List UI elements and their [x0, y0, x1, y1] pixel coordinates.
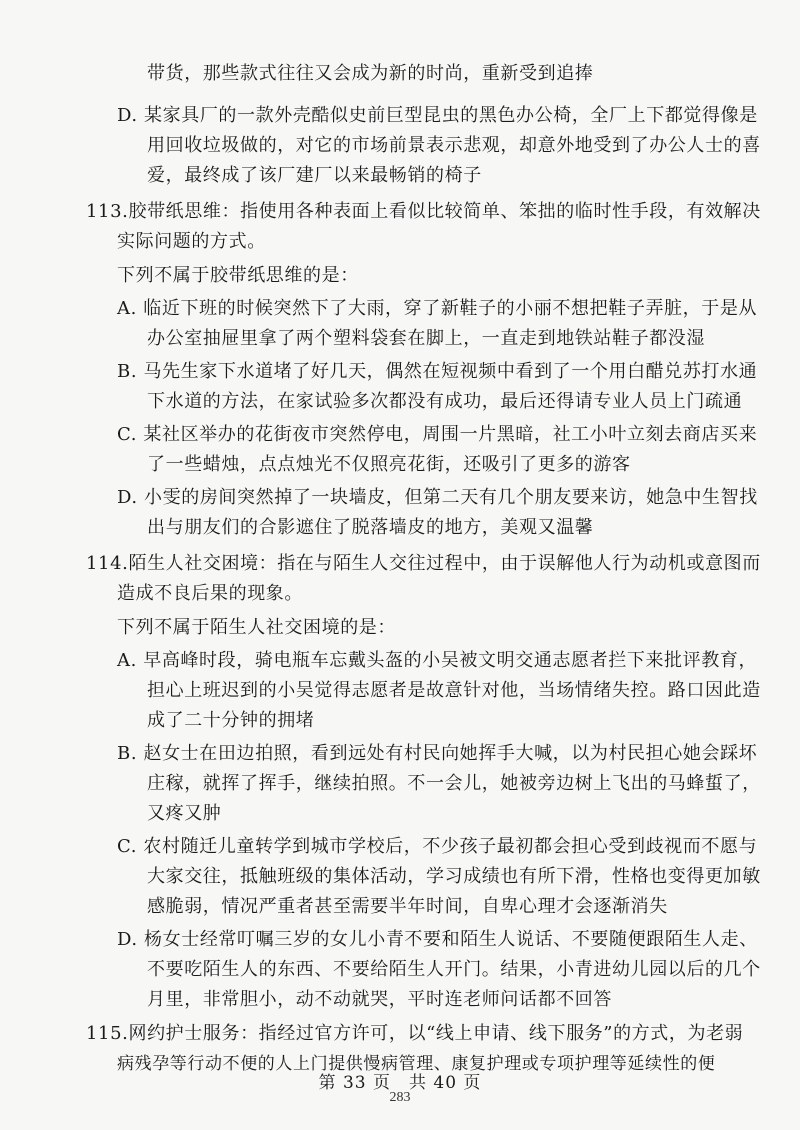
text-line: D. 某家具厂的一款外壳酷似史前巨型昆虫的黑色办公椅，全厂上下都觉得像是: [117, 105, 758, 126]
question-114-stem: 114.陌生人社交困境：指在与陌生人交往过程中，由于误解他人行为动机或意图而: [86, 553, 761, 574]
option-b: B. 赵女士在田边拍照，看到远处有村民向她挥手大喊，以为村民担心她会踩坏: [117, 743, 758, 764]
question-prompt: 下列不属于陌生人社交困境的是：: [117, 617, 396, 638]
option-c: C. 农村随迁儿童转学到城市学校后，不少孩子最初都会担心受到歧视而不愿与: [117, 836, 758, 857]
text-line: 不要吃陌生人的东西、不要给陌生人开门。结果，小青进幼儿园以后的几个: [147, 959, 761, 980]
question-115-stem: 115.网约护士服务：指经过官方许可，以“线上申请、线下服务”的方式，为老弱: [86, 1023, 744, 1044]
text-line: 带货，那些款式往往又会成为新的时尚，重新受到追捧: [147, 63, 594, 84]
text-line: 成了二十分钟的拥堵: [147, 710, 315, 731]
text-line: 感脆弱，情况严重者甚至需要半年时间，自卑心理才会逐渐消失: [147, 896, 668, 917]
question-prompt: 下列不属于胶带纸思维的是：: [117, 265, 359, 286]
option-c: C. 某社区举办的花街夜市突然停电，周围一片黑暗，社工小叶立刻去商店买来: [117, 424, 758, 445]
text-line: 月里，非常胆小，动不动就哭，平时连老师问话都不回答: [147, 989, 612, 1010]
text-line: 爱，最终成了该厂建厂以来最畅销的椅子: [147, 165, 482, 186]
page-counter: 第 33 页 共 40 页: [318, 1073, 482, 1093]
text-line: 了一些蜡烛，点点烛光不仅照亮花街，还吸引了更多的游客: [147, 454, 631, 475]
option-d: D. 小雯的房间突然掉了一块墙皮，但第二天有几个朋友要来访，她急中生智找: [117, 487, 758, 508]
text-line: 出与朋友们的合影遮住了脱落墙皮的地方，美观又温馨: [147, 517, 594, 538]
text-line: 实际问题的方式。: [117, 231, 266, 252]
option-a: A. 早高峰时段，骑电瓶车忘戴头盔的小吴被文明交通志愿者拦下来批评教育，: [117, 650, 758, 671]
text-line: 大家交往，抵触班级的集体活动，学习成绩也有所下滑，性格也变得更加敏: [147, 866, 761, 887]
option-d: D. 杨女士经常叮嘱三岁的女儿小青不要和陌生人说话、不要随便跟陌生人走、: [117, 929, 758, 950]
text-line: 用回收垃圾做的，对它的市场前景表示悲观，却意外地受到了办公人士的喜: [147, 135, 761, 156]
text-line: 办公室抽屉里拿了两个塑料袋套在脚上，一直走到地铁站鞋子都没湿: [147, 328, 705, 349]
text-line: 造成不良后果的现象。: [117, 583, 303, 604]
page-number: 283: [389, 1090, 411, 1105]
text-line: 庄稼，就挥了挥手，继续拍照。不一会儿，她被旁边树上飞出的马蜂蜇了，: [147, 773, 761, 794]
text-line: 病残孕等行动不便的人上门提供慢病管理、康复护理或专项护理等延续性的便: [117, 1054, 716, 1074]
option-a: A. 临近下班的时候突然下了大雨，穿了新鞋子的小丽不想把鞋子弄脏，于是从: [117, 298, 758, 319]
text-line: 担心上班迟到的小吴觉得志愿者是故意针对他，当场情绪失控。路口因此造: [147, 680, 761, 701]
text-line: 下水道的方法，在家试验多次都没有成功，最后还得请专业人员上门疏通: [147, 391, 743, 412]
option-b: B. 马先生家下水道堵了好几天，偶然在短视频中看到了一个用白醋兑苏打水通: [117, 361, 758, 382]
text-line: 又疼又肿: [147, 803, 222, 824]
question-113-stem: 113.胶带纸思维：指使用各种表面上看似比较简单、笨拙的临时性手段，有效解决: [86, 201, 761, 222]
